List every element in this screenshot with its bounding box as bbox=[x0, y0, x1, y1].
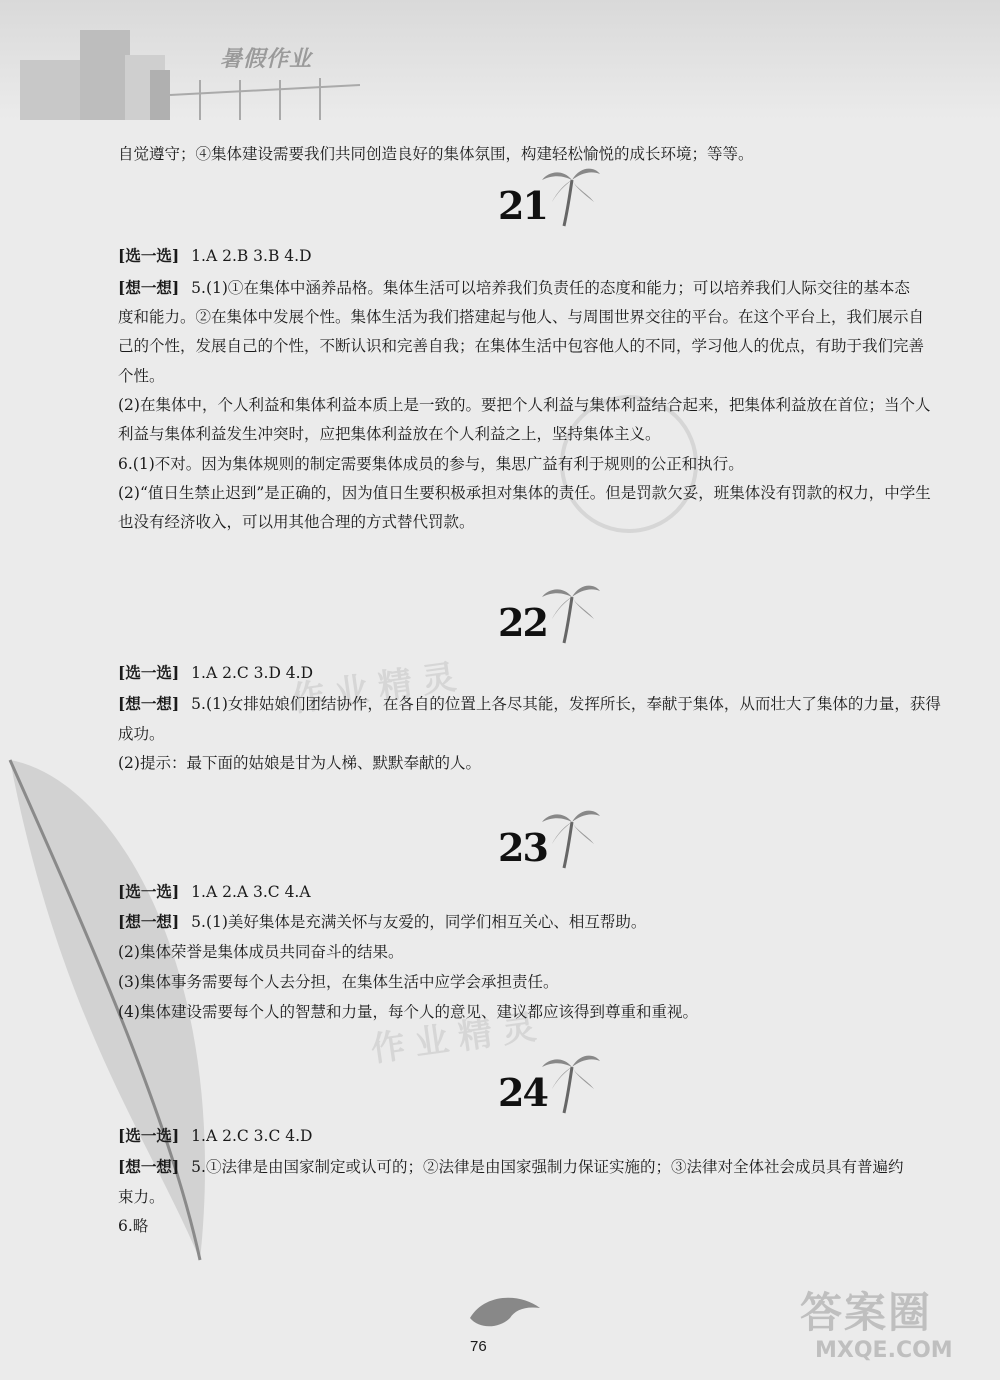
watermark-text: 作业精灵 bbox=[288, 655, 469, 721]
answer-text: 成功。 bbox=[118, 725, 165, 743]
answer-line bbox=[118, 276, 910, 300]
answer-line bbox=[118, 722, 165, 746]
unit-title bbox=[498, 1045, 618, 1115]
unit-title bbox=[498, 800, 618, 870]
unit-number: 21 bbox=[498, 183, 547, 228]
answer-line bbox=[118, 910, 646, 934]
answer-line bbox=[118, 422, 661, 446]
answer-section-tag: [想一想] bbox=[118, 1157, 180, 1176]
corner-logo-url: MXQE.COM bbox=[815, 1338, 953, 1363]
answer-section-tag: [想一想] bbox=[118, 912, 180, 931]
unit-number: 22 bbox=[498, 600, 547, 645]
answer-line bbox=[118, 751, 481, 775]
watermark-text: 作业精灵 bbox=[368, 1005, 549, 1071]
answer-text: 5.(1)美好集体是充满关怀与友爱的，同学们相互关心、相互帮助。 bbox=[191, 913, 647, 931]
answer-text: (4)集体建设需要每个人的智慧和力量，每个人的意见、建议都应该得到尊重和重视。 bbox=[118, 1003, 698, 1021]
answer-line bbox=[118, 305, 924, 329]
answer-section-tag: [选一选] bbox=[118, 246, 180, 265]
page-number: 76 bbox=[470, 1338, 487, 1355]
intro-line: 自觉遵守；④集体建设需要我们共同创造良好的集体氛围，构建轻松愉悦的成长环境；等等。 bbox=[118, 145, 754, 163]
answer-text: 利益与集体利益发生冲突时，应把集体利益放在个人利益之上，坚持集体主义。 bbox=[118, 425, 661, 443]
answer-section-tag: [想一想] bbox=[118, 278, 180, 297]
header-title: 暑假作业 bbox=[220, 46, 313, 72]
answer-line bbox=[118, 661, 313, 685]
answer-text: 1.A 2.C 3.D 4.D bbox=[191, 664, 314, 682]
dolphin-icon bbox=[465, 1288, 545, 1338]
answer-text: 束力。 bbox=[118, 1188, 165, 1206]
answer-line bbox=[118, 481, 931, 505]
answer-text: (3)集体事务需要每个人去分担，在集体生活中应学会承担责任。 bbox=[118, 973, 559, 991]
answer-line bbox=[118, 970, 558, 994]
answer-text: 也没有经济收入，可以用其他合理的方式替代罚款。 bbox=[118, 513, 475, 531]
answer-text: 5.①法律是由国家制定或认可的；②法律是由国家强制力保证实施的；③法律对全体社会成员具有普遍约 bbox=[191, 1158, 904, 1176]
answer-section-tag: [选一选] bbox=[118, 663, 180, 682]
answer-line bbox=[118, 1000, 698, 1024]
answer-line bbox=[118, 393, 930, 417]
answer-line bbox=[118, 1214, 148, 1238]
answer-text: (2)集体荣誉是集体成员共同奋斗的结果。 bbox=[118, 943, 404, 961]
answer-text: 6.(1)不对。因为集体规则的制定需要集体成员的参与，集思广益有利于规则的公正和执行。 bbox=[118, 455, 744, 473]
answer-line bbox=[118, 692, 941, 716]
answer-line bbox=[118, 940, 403, 964]
answer-text: 5.(1)①在集体中涵养品格。集体生活可以培养我们负责任的态度和能力；可以培养我们人际交往的基本态 bbox=[191, 279, 910, 297]
answer-text: 6.略 bbox=[118, 1217, 149, 1235]
unit-number: 23 bbox=[498, 825, 547, 870]
answer-text: 1.A 2.B 3.B 4.D bbox=[191, 247, 312, 265]
answer-line bbox=[118, 452, 744, 476]
answer-line bbox=[118, 244, 312, 268]
answer-line bbox=[118, 880, 311, 904]
answer-text: 5.(1)女排姑娘们团结协作，在各自的位置上各尽其能，发挥所长，奉献于集体，从而壮大了集体的力量，获得 bbox=[191, 695, 941, 713]
answer-line bbox=[118, 1124, 312, 1148]
answer-text: 1.A 2.C 3.C 4.D bbox=[191, 1127, 313, 1145]
answer-text: 个性。 bbox=[118, 367, 165, 385]
answer-text: (2)在集体中，个人利益和集体利益本质上是一致的。要把个人利益与集体利益结合起来，把集体利益放在首位；当个人 bbox=[118, 396, 931, 414]
answer-text: 度和能力。②在集体中发展个性。集体生活为我们搭建起与他人、与周围世界交往的平台。在这个平台上，我们展示自 bbox=[118, 308, 925, 326]
answer-text: (2)“值日生禁止迟到”是正确的，因为值日生要积极承担对集体的责任。但是罚款欠妥，班集体没有罚款的权力，中学生 bbox=[118, 484, 931, 502]
unit-title bbox=[498, 575, 618, 645]
answer-line bbox=[118, 1155, 903, 1179]
answer-text: 1.A 2.A 3.C 4.A bbox=[191, 883, 311, 901]
answer-section-tag: [选一选] bbox=[118, 882, 180, 901]
answer-line bbox=[118, 364, 165, 388]
answer-section-tag: [选一选] bbox=[118, 1126, 180, 1145]
unit-number: 24 bbox=[498, 1070, 547, 1115]
answer-line bbox=[118, 1185, 165, 1209]
answer-line bbox=[118, 334, 924, 358]
unit-title bbox=[498, 158, 618, 228]
answer-section-tag: [想一想] bbox=[118, 694, 180, 713]
answer-line bbox=[118, 510, 475, 534]
answer-text: 己的个性，发展自己的个性，不断认识和完善自我；在集体生活中包容他人的不同，学习他人的优点，有助于我们完善 bbox=[118, 337, 925, 355]
corner-logo: 答案圈 bbox=[800, 1288, 933, 1337]
answer-text: (2)提示：最下面的姑娘是甘为人梯、默默奉献的人。 bbox=[118, 754, 481, 772]
